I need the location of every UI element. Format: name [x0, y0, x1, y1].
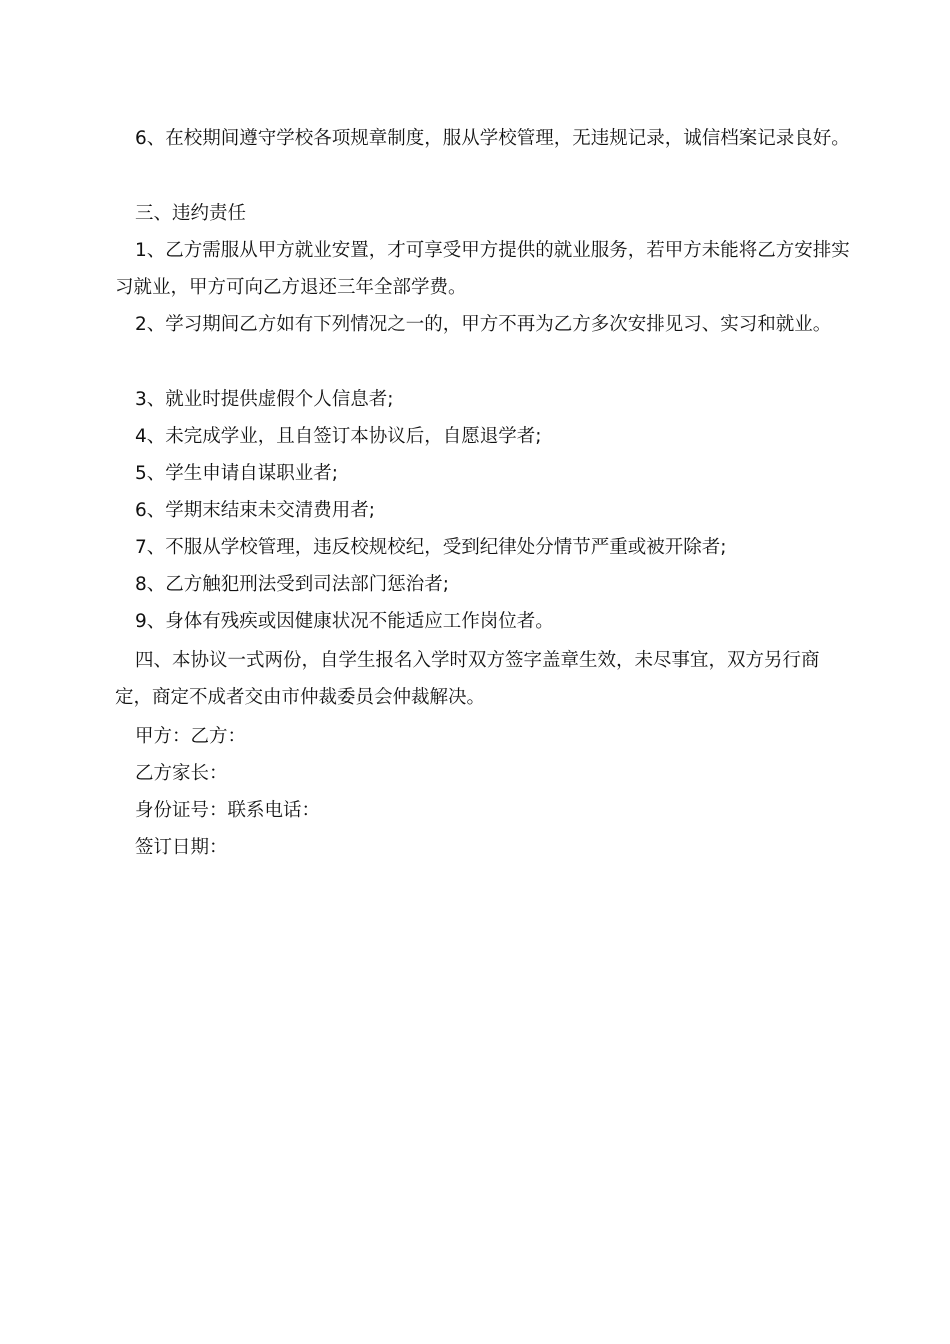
- id-and-phone-line: 身份证号：联系电话：: [135, 800, 321, 821]
- section-4-agreement-copies: 四、本协议一式两份，自学生报名入学时双方签字盖章生效，未尽事宜，双方另行商定，商定不成者交由市仲裁委员会仲裁解决。: [115, 650, 820, 708]
- breach-clause-9: 9、身体有残疾或因健康状况不能适应工作岗位者。: [135, 611, 554, 632]
- breach-clause-5: 5、学生申请自谋职业者;: [135, 463, 339, 484]
- breach-clause-8: 8、乙方触犯刑法受到司法部门惩治者;: [135, 574, 450, 595]
- breach-clause-7: 7、不服从学校管理，违反校规校纪，受到纪律处分情节严重或被开除者;: [135, 537, 727, 558]
- breach-clause-2: 2、学习期间乙方如有下列情况之一的，甲方不再为乙方多次安排见习、实习和就业。: [135, 314, 832, 335]
- breach-clause-3: 3、就业时提供虚假个人信息者;: [135, 389, 394, 410]
- breach-clause-6: 6、学期末结束未交清费用者;: [135, 500, 376, 521]
- signing-date-line: 签订日期：: [135, 837, 228, 858]
- signature-party-a-b: 甲方：乙方：: [135, 726, 247, 747]
- clause-6-compliance: 6、在校期间遵守学校各项规章制度，服从学校管理，无违规记录，诚信档案记录良好。: [135, 128, 850, 149]
- breach-clause-4: 4、未完成学业，且自签订本协议后，自愿退学者;: [135, 426, 542, 447]
- section-heading-breach: 三、违约责任: [135, 203, 247, 224]
- signature-guardian: 乙方家长：: [135, 763, 228, 784]
- breach-clause-1: 1、乙方需服从甲方就业安置，才可享受甲方提供的就业服务，若甲方未能将乙方安排实习就业，甲方可向乙方退还三年全部学费。: [115, 240, 850, 298]
